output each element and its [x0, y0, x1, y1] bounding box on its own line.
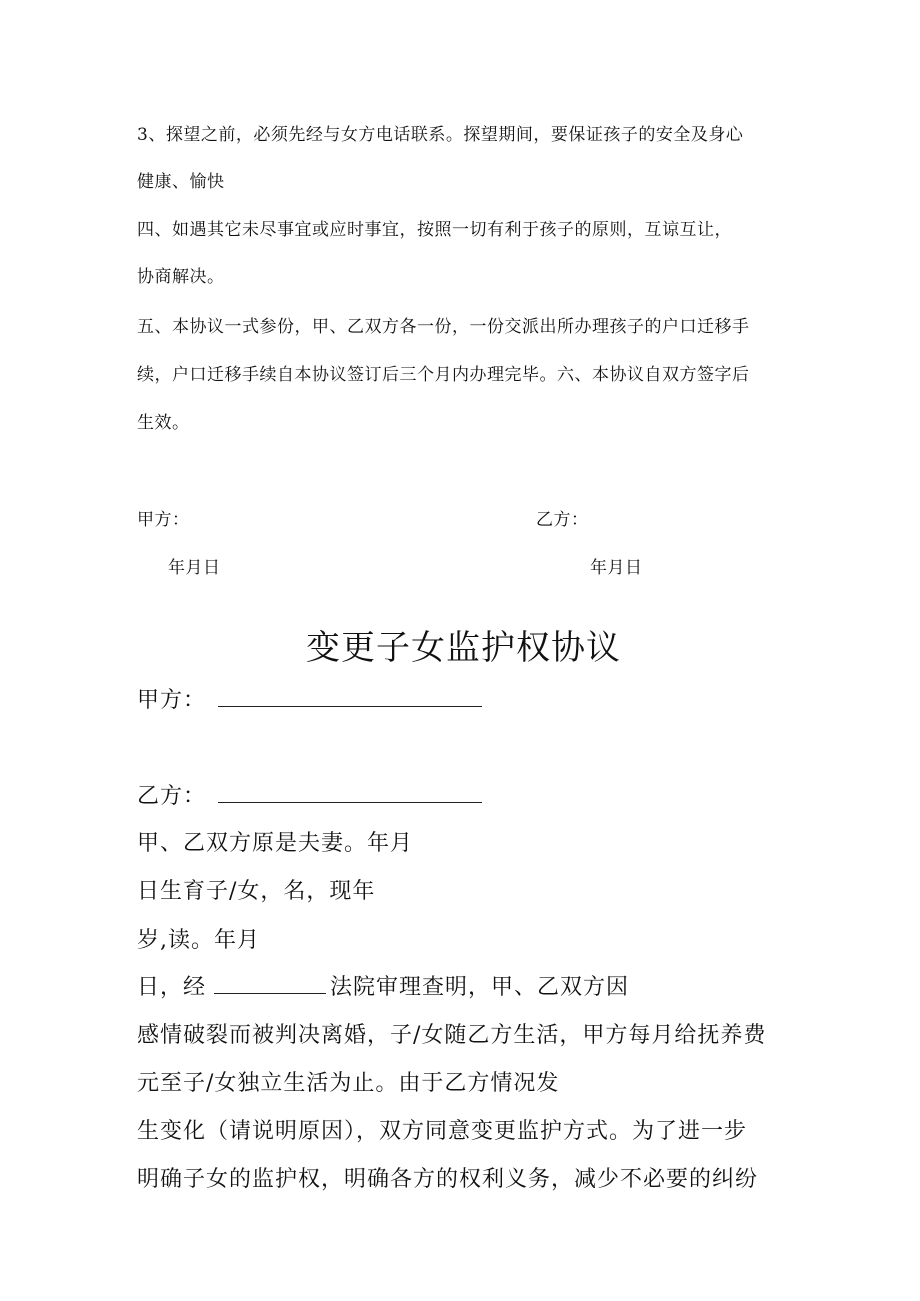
body-line6: 元至子/女独立生活为止。由于乙方情况发 [137, 1071, 560, 1096]
signature-party-a: 甲方： [137, 510, 190, 530]
body-line8: 明确子女的监护权，明确各方的权利义务，减少不必要的纠纷 [137, 1167, 759, 1192]
item3-line1: 3、探望之前，必须先经与女方电话联系。探望期间，要保证孩子的安全及身心 [137, 125, 744, 145]
body-line7: 生变化（请说明原因），双方同意变更监护方式。为了进一步 [137, 1119, 748, 1144]
court-blank [214, 977, 326, 994]
body-line4-post: 法院审理查明，甲、乙双方因 [330, 975, 630, 1000]
signature-party-b: 乙方： [536, 510, 589, 530]
party-b-label: 乙方： [137, 784, 207, 809]
item5-line3: 生效。 [137, 413, 190, 433]
party-a-label: 甲方： [137, 688, 207, 713]
item5-line1: 五、本协议一式参份，甲、乙双方各一份，一份交派出所办理孩子的户口迁移手 [137, 317, 750, 337]
body-line4 [137, 974, 629, 1002]
party-b-blank [218, 786, 482, 803]
body-line4-pre: 日，经 [137, 975, 207, 1000]
party-a-row [137, 687, 482, 715]
item5-line2: 续，户口迁移手续自本协议签订后三个月内办理完毕。六、本协议自双方签字后 [137, 365, 750, 385]
body-line5: 感情破裂而被判决离婚，子/女随乙方生活，甲方每月给抚养费 [137, 1023, 767, 1048]
party-a-blank [218, 690, 482, 707]
body-line3: 岁,读。年月 [137, 928, 260, 953]
signature-date-b: 年月日 [590, 558, 643, 578]
item4-line1: 四、如遇其它未尽事宜或应时事宜，按照一切有利于孩子的原则，互谅互让， [137, 220, 732, 240]
body-line1: 甲、乙双方原是夫妻。年月 [137, 831, 414, 856]
page-title: 变更子女监护权协议 [306, 628, 621, 668]
body-line2: 日生育子/女，名，现年 [137, 879, 376, 904]
signature-date-a: 年月日 [168, 558, 221, 578]
item4-line2: 协商解决。 [137, 267, 225, 287]
party-b-row [137, 783, 482, 811]
item3-line2: 健康、愉快 [137, 172, 225, 192]
